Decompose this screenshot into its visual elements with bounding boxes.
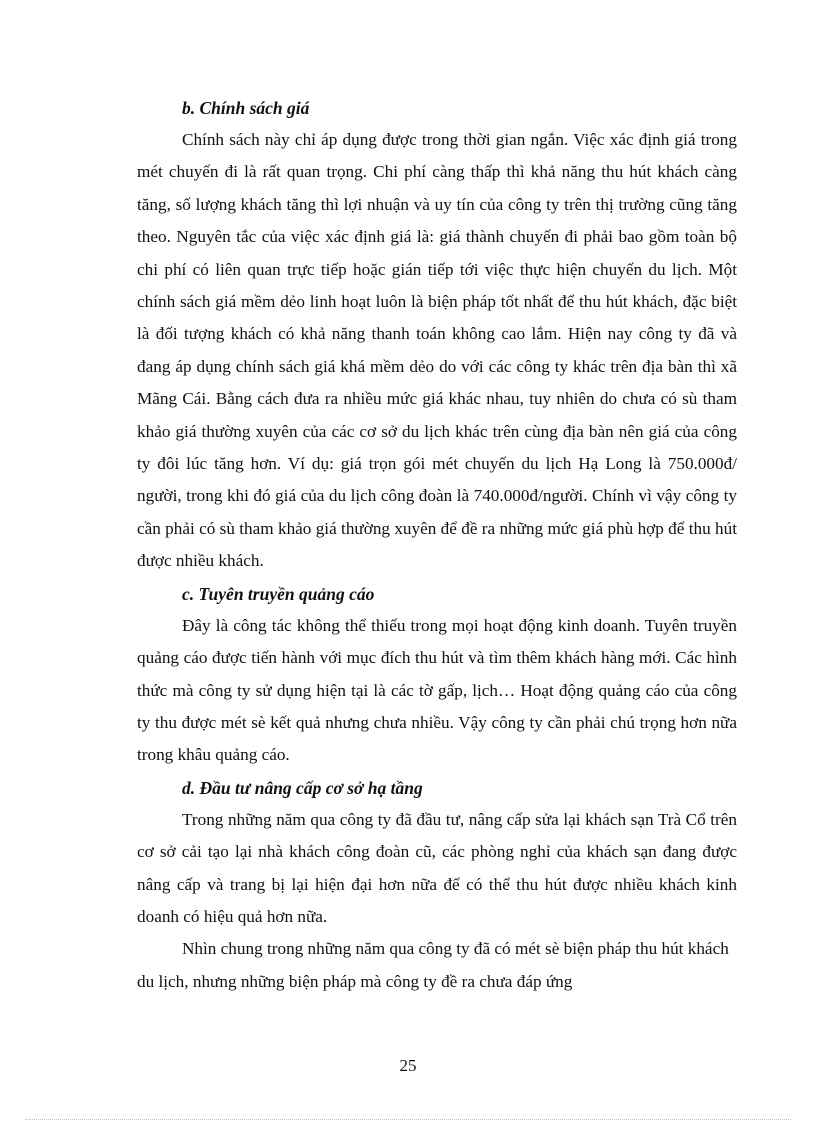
paragraph-pricing: Chính sách này chỉ áp dụng được trong thời gian ngắn. Việc xác định giá trong mét chuyến đi là rất quan trọng. Chi phí càng thấp thì khả năng thu hút khách càng tăng, số lượng khách tăng thì lợi nhuận và uy tín của công ty trên thị trường cũng tăng theo. Nguyên tắc của việc xác định giá là: giá thành chuyến đi phải bao gồm toàn bộ chi phí có liên quan trực tiếp hoặc gián tiếp tới việc thực hiện chuyến du lịch. Một chính sách giá mềm dẻo linh hoạt luôn là biện pháp tốt nhất để thu hút khách, đặc biệt là đối tượng khách có khả năng thanh toán không cao lắm. Hiện nay công ty đã và đang áp dụng chính sách giá khá mềm dẻo do với các công ty khác trên địa bàn thì xã Mãng Cái. Bằng cách đưa ra nhiều mức giá khác nhau, tuy nhiên do chưa có sù tham khảo giá thường xuyên của các cơ sở du lịch khác trên cùng địa bàn nên giá của công ty đôi lúc tăng hơn. Ví dụ: giá trọn gói mét chuyến du lịch Hạ Long là 750.000đ/ người, trong khi đó giá của du lịch công đoàn là 740.000đ/người. Chính vì vậy công ty cần phải có sù tham khảo giá thường xuyên để đề ra những mức giá phù hợp để thu hút được nhiều khách. <box>137 130 737 571</box>
paragraph-advertising: Đây là công tác không thể thiếu trong mọi hoạt động kinh doanh. Tuyên truyền quảng cáo được tiến hành với mục đích thu hút và tìm thêm khách hàng mới. Các hình thức mà công ty sử dụng hiện tại là các tờ gấp, lịch… Hoạt động quảng cáo của công ty thu được mét sè kết quả nhưng chưa nhiều. Vậy công ty cần phải chú trọng hơn nữa trong khâu quảng cáo. <box>137 615 737 765</box>
section-heading-infrastructure: d. Đầu tư nâng cấp cơ sở hạ tầng <box>182 777 423 798</box>
page-number: 25 <box>399 1056 417 1075</box>
paragraph-summary: Nhìn chung trong những năm qua công ty đã có mét sè biện pháp thu hút khách du lịch, nhưng những biện pháp mà công ty đề ra chưa đáp ứng <box>137 939 729 991</box>
document-body <box>137 92 737 998</box>
paragraph-infrastructure: Trong những năm qua công ty đã đầu tư, nâng cấp sửa lại khách sạn Trà Cổ trên cơ sở cải tạo lại nhà khách công đoàn cũ, các phòng nghỉ của khách sạn đang được nâng cấp và trang bị lại hiện đại hơn nữa để có thể thu hút được nhiều khách kinh doanh có hiệu quả hơn nữa. <box>137 809 737 926</box>
page-bottom-divider <box>25 1119 791 1120</box>
section-heading-pricing: b. Chính sách giá <box>182 98 310 118</box>
section-heading-advertising: c. Tuyên truyền quảng cáo <box>182 583 375 604</box>
